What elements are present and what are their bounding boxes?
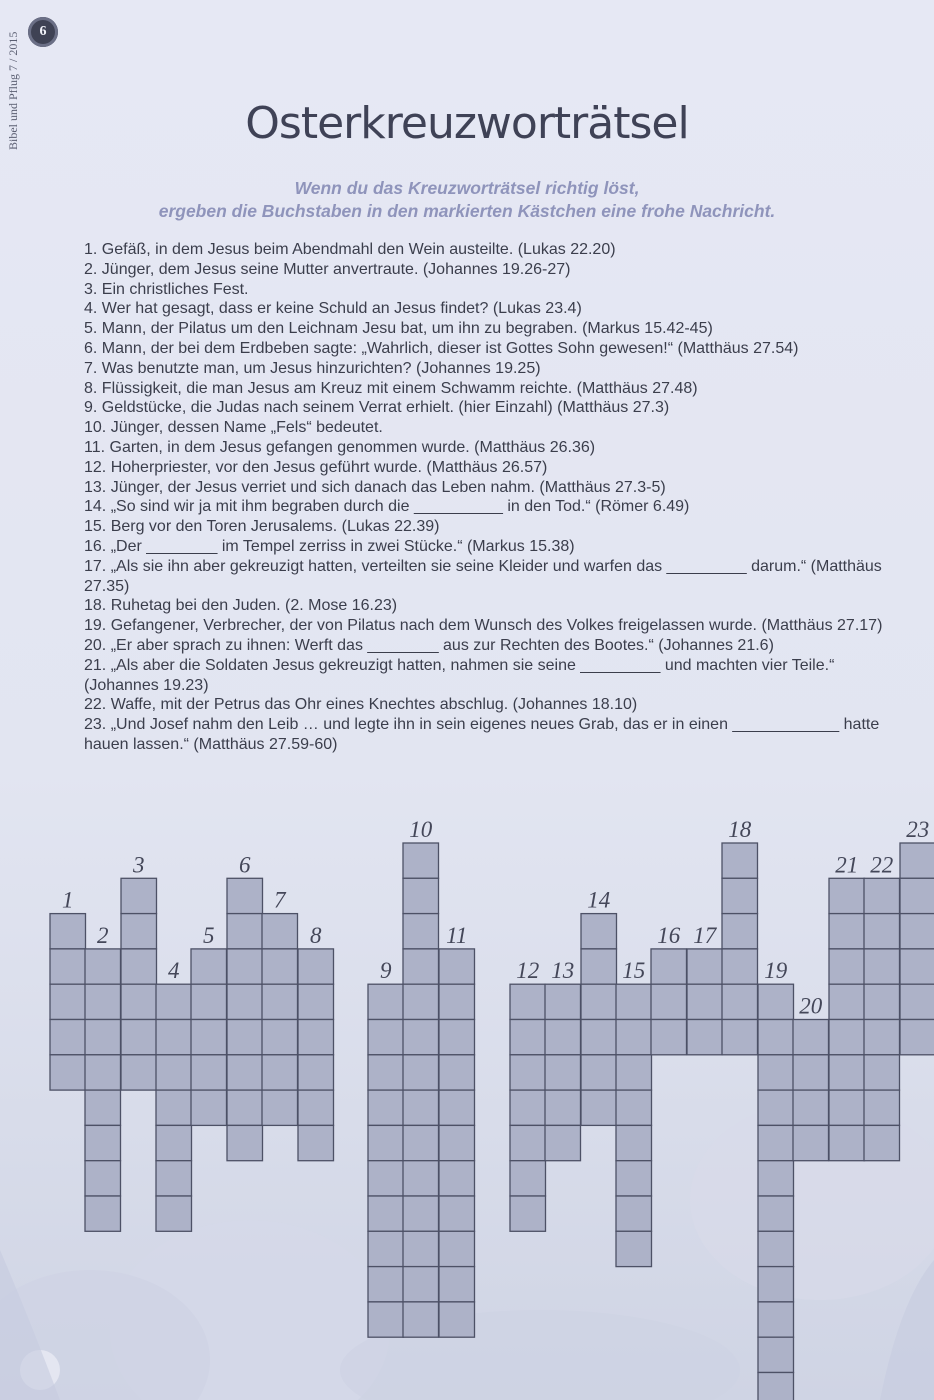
clue-22: 22. Waffe, mit der Petrus das Ohr eines Knechtes abschlug. (Johannes 18.10) [84,696,638,714]
crossword-cell-10-4[interactable] [403,949,439,984]
crossword-cell-19-5[interactable] [758,1125,794,1160]
crossword-cell-2-2[interactable] [85,984,121,1019]
crossword-cell-10-9[interactable] [403,1125,439,1160]
crossword-cell-2-6[interactable] [85,1125,121,1160]
crossword-cell-10-11[interactable] [403,1196,439,1231]
crossword-cell-9-4[interactable] [368,1090,404,1125]
crossword-number-7: 7 [274,887,286,913]
crossword-cell-19-4[interactable] [758,1090,794,1125]
crossword-cell-10-3[interactable] [403,914,439,949]
crossword-cell-10-6[interactable] [403,1020,439,1055]
crossword-cell-19-1[interactable] [758,984,794,1019]
crossword-cell-15-8[interactable] [616,1231,652,1266]
crossword-cell-17-1[interactable] [687,949,723,984]
crossword-cell-1-2[interactable] [50,949,86,984]
crossword-cell-19-11[interactable] [758,1337,794,1372]
crossword-cell-20-2[interactable] [793,1055,829,1090]
crossword-cell-22-5[interactable] [864,1020,900,1055]
crossword-number-16: 16 [657,922,681,948]
crossword-number-13: 13 [551,958,575,984]
crossword-cell-11-10[interactable] [439,1267,475,1302]
crossword-cell-11-2[interactable] [439,984,475,1019]
crossword-cell-8-5[interactable] [298,1090,334,1125]
crossword-cell-1-5[interactable] [50,1055,86,1090]
crossword-cell-10-7[interactable] [403,1055,439,1090]
crossword-cell-23-6[interactable] [900,1020,934,1055]
crossword-number-9: 9 [380,958,392,984]
crossword-cell-23-3[interactable] [900,914,934,949]
crossword-cell-9-5[interactable] [368,1125,404,1160]
crossword-cell-18-1[interactable] [722,843,758,878]
intro-line-2: ergeben die Buchstaben in den markierten Kästchen eine frohe Nachricht. [158,201,776,221]
crossword-cell-7-5[interactable] [262,1055,298,1090]
crossword-cell-4-2[interactable] [156,1020,192,1055]
crossword-cell-12-2[interactable] [510,1020,546,1055]
crossword-cell-21-4[interactable] [829,984,865,1019]
crossword-cell-18-2[interactable] [722,878,758,913]
crossword-cell-21-5[interactable] [829,1020,865,1055]
clue-21: 21. „Als aber die Soldaten Jesus gekreuzigt hatten, nahmen sie seine _________ und machten vier Teile.“ (Johannes 19.23) [84,656,835,694]
crossword-cell-11-9[interactable] [439,1231,475,1266]
crossword-cell-9-1[interactable] [368,984,404,1019]
crossword-cell-13-2[interactable] [545,1020,581,1055]
crossword-cell-19-8[interactable] [758,1231,794,1266]
clue-12: 12. Hoherpriester, vor den Jesus geführt wurde. (Matthäus 26.57) [84,458,548,476]
crossword-cell-11-5[interactable] [439,1090,475,1125]
crossword-number-8: 8 [310,922,322,948]
crossword-cell-12-7[interactable] [510,1196,546,1231]
crossword-cell-19-2[interactable] [758,1020,794,1055]
crossword-cell-7-6[interactable] [262,1090,298,1125]
clue-23: 23. „Und Josef nahm den Leib … und legte ihn in sein eigenes neues Grab, das er in einen ____________ hatte hauen lassen.“ (Matthäus 27.59-60) [84,716,880,753]
clue-18: 18. Ruhetag bei den Juden. (2. Mose 16.23) [84,597,398,615]
crossword-cell-4-7[interactable] [156,1196,192,1231]
intro-line-1: Wenn du das Kreuzworträtsel richtig löst, [294,178,640,198]
crossword-cell-7-4[interactable] [262,1020,298,1055]
crossword-cell-19-9[interactable] [758,1267,794,1302]
crossword-cell-9-6[interactable] [368,1161,404,1196]
crossword-cell-9-10[interactable] [368,1302,404,1337]
clue-14: 14. „So sind wir ja mit ihm begraben durch die __________ in den Tod.“ (Römer 6.49) [84,498,690,516]
crossword-cell-13-4[interactable] [545,1090,581,1125]
crossword-cell-2-5[interactable] [85,1090,121,1125]
crossword-cell-22-3[interactable] [864,949,900,984]
crossword-cell-21-6[interactable] [829,1055,865,1090]
crossword-cell-21-3[interactable] [829,949,865,984]
crossword-number-21: 21 [835,852,859,878]
crossword-cell-3-6[interactable] [121,1055,157,1090]
crossword-cell-13-5[interactable] [545,1125,581,1160]
crossword-cell-19-12[interactable] [758,1373,794,1400]
crossword-cell-21-8[interactable] [829,1125,865,1160]
crossword-number-15: 15 [622,958,646,984]
crossword-cell-13-1[interactable] [545,984,581,1019]
crossword-cell-11-8[interactable] [439,1196,475,1231]
crossword-cell-15-4[interactable] [616,1090,652,1125]
crossword-number-22: 22 [870,852,894,878]
clue-11: 11. Garten, in dem Jesus gefangen genommen wurde. (Matthäus 26.36) [84,438,596,456]
crossword-cell-21-1[interactable] [829,878,865,913]
crossword-cell-20-1[interactable] [793,1020,829,1055]
clue-15: 15. Berg vor den Toren Jerusalems. (Lukas 22.39) [84,518,440,536]
crossword-cell-6-1[interactable] [227,878,263,913]
crossword-cell-10-12[interactable] [403,1231,439,1266]
crossword-cell-4-6[interactable] [156,1161,192,1196]
crossword-cell-14-1[interactable] [581,914,617,949]
crossword-cell-1-3[interactable] [50,984,86,1019]
crossword-cell-12-4[interactable] [510,1090,546,1125]
crossword-number-18: 18 [728,817,752,842]
crossword-cell-22-4[interactable] [864,984,900,1019]
crossword-cell-11-11[interactable] [439,1302,475,1337]
clue-4: 4. Wer hat gesagt, dass er keine Schuld an Jesus findet? (Lukas 23.4) [84,300,582,318]
crossword-cell-18-4[interactable] [722,949,758,984]
crossword-cell-9-2[interactable] [368,1020,404,1055]
crossword-cell-9-3[interactable] [368,1055,404,1090]
crossword-cell-16-3[interactable] [651,1020,687,1055]
clue-10: 10. Jünger, dessen Name „Fels“ bedeutet. [84,419,383,437]
crossword-cell-11-7[interactable] [439,1161,475,1196]
crossword-cell-15-2[interactable] [616,1020,652,1055]
crossword-cell-10-8[interactable] [403,1090,439,1125]
crossword-cell-14-4[interactable] [581,1020,617,1055]
crossword-cell-22-2[interactable] [864,914,900,949]
crossword-cell-10-14[interactable] [403,1302,439,1337]
page-number-badge: 6 [28,17,58,47]
clue-17: 17. „Als sie ihn aber gekreuzigt hatten, verteilten sie seine Kleider und warfen das _________ darum.“ (Matthäus 27.35) [84,557,882,595]
crossword-cell-4-4[interactable] [156,1090,192,1125]
crossword-number-19: 19 [764,958,788,984]
crossword-cell-2-8[interactable] [85,1196,121,1231]
crossword-cell-6-3[interactable] [227,949,263,984]
crossword-cell-19-10[interactable] [758,1302,794,1337]
crossword-number-11: 11 [446,922,468,948]
clue-7: 7. Was benutzte man, um Jesus hinzurichten? (Johannes 19.25) [84,359,541,377]
clue-9: 9. Geldstücke, die Judas nach seinem Verrat erhielt. (hier Einzahl) (Matthäus 27.3) [84,399,670,417]
crossword-cell-3-4[interactable] [121,984,157,1019]
clue-20: 20. „Er aber sprach zu ihnen: Werft das ________ aus zur Rechten des Bootes.“ (Johannes 21.6) [84,636,774,654]
crossword-cell-6-4[interactable] [227,984,263,1019]
crossword-cell-10-10[interactable] [403,1161,439,1196]
crossword-cell-22-6[interactable] [864,1055,900,1090]
clue-6: 6. Mann, der bei dem Erdbeben sagte: „Wahrlich, dieser ist Gottes Sohn gewesen!“ (Matthäus 27.54) [84,339,799,357]
crossword-cell-8-1[interactable] [298,949,334,984]
crossword-cell-3-5[interactable] [121,1020,157,1055]
crossword-cell-5-4[interactable] [191,1055,227,1090]
crossword-cell-6-2[interactable] [227,914,263,949]
crossword-number-20: 20 [799,993,823,1019]
crossword-number-2: 2 [97,922,109,948]
crossword-cell-18-6[interactable] [722,1020,758,1055]
crossword-cell-6-6[interactable] [227,1055,263,1090]
crossword-number-1: 1 [62,887,74,913]
crossword-cell-3-1[interactable] [121,878,157,913]
crossword-number-5: 5 [203,922,215,948]
crossword-cell-23-1[interactable] [900,843,934,878]
crossword-number-23: 23 [906,817,930,842]
crossword-cell-21-2[interactable] [829,914,865,949]
crossword-cell-21-7[interactable] [829,1090,865,1125]
crossword-cell-14-6[interactable] [581,1090,617,1125]
page-title: Osterkreuzworträtsel [245,98,689,149]
crossword-cell-20-3[interactable] [793,1090,829,1125]
crossword-cell-2-3[interactable] [85,1020,121,1055]
clue-2: 2. Jünger, dem Jesus seine Mutter anvertraute. (Johannes 19.26-27) [84,260,571,278]
crossword-cell-15-3[interactable] [616,1055,652,1090]
crossword-cell-12-1[interactable] [510,984,546,1019]
crossword-cell-22-1[interactable] [864,878,900,913]
crossword-cell-8-6[interactable] [298,1125,334,1160]
crossword-cell-3-3[interactable] [121,949,157,984]
crossword-cell-23-5[interactable] [900,984,934,1019]
crossword-cell-10-2[interactable] [403,878,439,913]
crossword-cell-20-4[interactable] [793,1125,829,1160]
crossword-cell-18-5[interactable] [722,984,758,1019]
crossword-cell-23-4[interactable] [900,949,934,984]
crossword-cell-16-2[interactable] [651,984,687,1019]
crossword-cell-10-5[interactable] [403,984,439,1019]
crossword-cell-5-2[interactable] [191,984,227,1019]
crossword-cell-8-3[interactable] [298,1020,334,1055]
clue-8: 8. Flüssigkeit, die man Jesus am Kreuz mit einem Schwamm reichte. (Matthäus 27.48) [84,379,698,397]
clue-13: 13. Jünger, der Jesus verriet und sich danach das Leben nahm. (Matthäus 27.3-5) [84,478,666,496]
crossword-cell-7-1[interactable] [262,914,298,949]
crossword-cell-15-1[interactable] [616,984,652,1019]
crossword-cell-11-6[interactable] [439,1125,475,1160]
crossword-cell-7-2[interactable] [262,949,298,984]
crossword-cell-16-1[interactable] [651,949,687,984]
crossword-cell-4-5[interactable] [156,1125,192,1160]
crossword-cell-11-1[interactable] [439,949,475,984]
crossword-cell-5-3[interactable] [191,1020,227,1055]
crossword-number-10: 10 [409,817,433,842]
crossword-cell-23-2[interactable] [900,878,934,913]
crossword-cell-2-1[interactable] [85,949,121,984]
crossword-cell-19-6[interactable] [758,1161,794,1196]
crossword-cell-1-1[interactable] [50,914,86,949]
crossword-cell-13-3[interactable] [545,1055,581,1090]
clue-19: 19. Gefangener, Verbrecher, der von Pilatus nach dem Wunsch des Volkes freigelassen wurde. (Matthäus 27.17) [84,617,883,635]
magazine-side-label: Bibel und Pflug 7 / 2015 [6,31,20,150]
crossword-cell-14-3[interactable] [581,984,617,1019]
crossword-cell-15-7[interactable] [616,1196,652,1231]
crossword-cell-15-5[interactable] [616,1125,652,1160]
crossword-cell-9-7[interactable] [368,1196,404,1231]
crossword-cell-17-3[interactable] [687,1020,723,1055]
clue-1: 1. Gefäß, in dem Jesus beim Abendmahl den Wein austeilte. (Lukas 22.20) [84,241,616,258]
crossword-cell-18-3[interactable] [722,914,758,949]
crossword-cell-22-7[interactable] [864,1090,900,1125]
crossword-cell-11-3[interactable] [439,1020,475,1055]
crossword-cell-10-13[interactable] [403,1267,439,1302]
crossword-cell-5-5[interactable] [191,1090,227,1125]
crossword-cell-6-8[interactable] [227,1125,263,1160]
crossword-cell-22-8[interactable] [864,1125,900,1160]
crossword-cell-3-2[interactable] [121,914,157,949]
crossword-number-12: 12 [516,958,540,984]
crossword-cell-8-4[interactable] [298,1055,334,1090]
crossword-cell-6-7[interactable] [227,1090,263,1125]
crossword-cell-10-1[interactable] [403,843,439,878]
crossword-number-14: 14 [587,887,611,913]
crossword-cell-11-4[interactable] [439,1055,475,1090]
clue-16: 16. „Der ________ im Tempel zerriss in zwei Stücke.“ (Markus 15.38) [84,537,575,555]
crossword-cell-9-9[interactable] [368,1267,404,1302]
crossword-cell-4-1[interactable] [156,984,192,1019]
crossword-cell-1-4[interactable] [50,1020,86,1055]
crossword-cell-4-3[interactable] [156,1055,192,1090]
crossword-cell-8-2[interactable] [298,984,334,1019]
crossword-cell-19-7[interactable] [758,1196,794,1231]
crossword-cell-12-3[interactable] [510,1055,546,1090]
crossword-number-4: 4 [168,958,180,984]
clue-5: 5. Mann, der Pilatus um den Leichnam Jesu bat, um ihn zu begraben. (Markus 15.42-45) [84,320,713,338]
crossword-cell-19-3[interactable] [758,1055,794,1090]
crossword-cell-5-1[interactable] [191,949,227,984]
crossword-cell-7-3[interactable] [262,984,298,1019]
crossword-cell-9-8[interactable] [368,1231,404,1266]
crossword-cell-14-5[interactable] [581,1055,617,1090]
crossword-cell-2-7[interactable] [85,1161,121,1196]
crossword-cell-6-5[interactable] [227,1020,263,1055]
crossword-cell-15-6[interactable] [616,1161,652,1196]
crossword-cell-17-2[interactable] [687,984,723,1019]
crossword-cell-12-6[interactable] [510,1161,546,1196]
crossword-cell-2-4[interactable] [85,1055,121,1090]
crossword-cell-12-5[interactable] [510,1125,546,1160]
clue-3: 3. Ein christliches Fest. [84,280,249,298]
crossword-number-6: 6 [239,852,251,878]
crossword-cell-14-2[interactable] [581,949,617,984]
crossword-number-17: 17 [693,922,717,948]
crossword-number-3: 3 [133,852,145,878]
